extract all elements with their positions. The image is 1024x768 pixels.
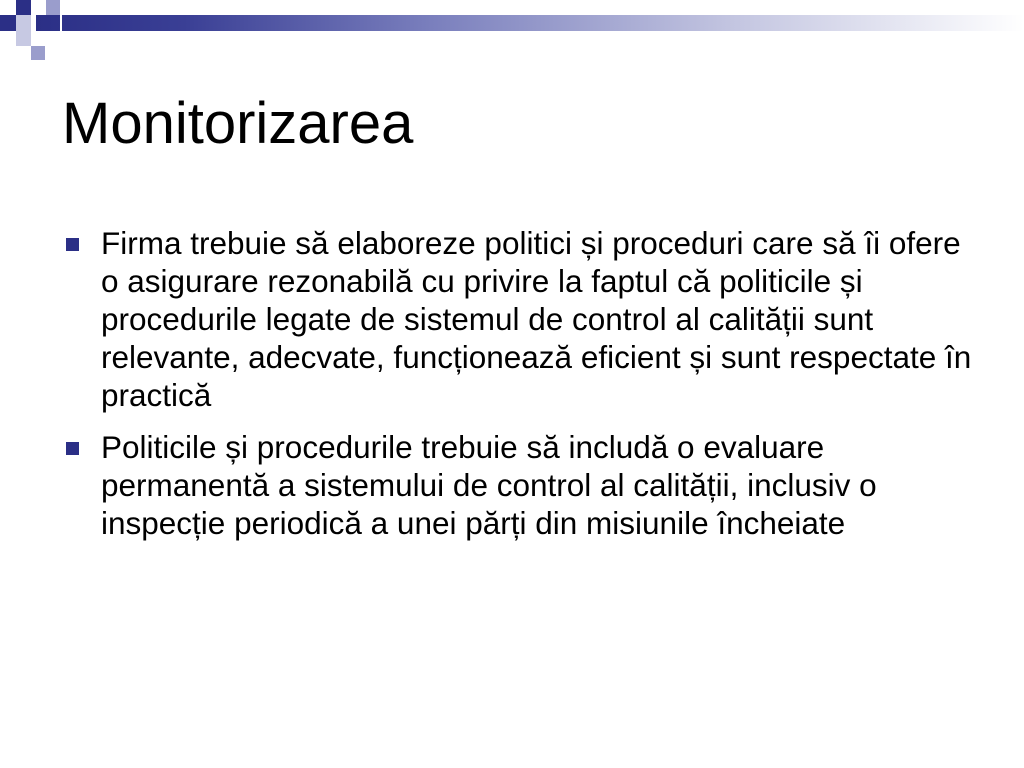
- decor-square: [16, 15, 31, 31]
- decor-square: [60, 15, 62, 31]
- header-gradient-bar: [36, 15, 1024, 31]
- decor-square: [16, 31, 31, 46]
- square-bullet-icon: [66, 442, 79, 455]
- bullet-text: Politicile și procedurile trebuie să includă o evaluare permanentă a sistemului de control al calității, inclusiv o inspecție periodică a unei părți din misiunile încheiate: [101, 429, 877, 541]
- decor-square: [0, 15, 16, 31]
- decor-square: [0, 0, 16, 15]
- decor-square: [31, 46, 45, 60]
- decor-square: [16, 0, 31, 15]
- bullet-item: [62, 224, 972, 414]
- decor-square: [46, 0, 60, 15]
- bullet-list: [62, 224, 972, 556]
- square-bullet-icon: [66, 238, 79, 251]
- bullet-item: [62, 428, 972, 542]
- slide-title: Monitorizarea: [62, 91, 414, 156]
- bullet-text: Firma trebuie să elaboreze politici și proceduri care să îi ofere o asigurare rezonabilă cu privire la faptul că politicile și procedurile legate de sistemul de control al calității sunt relevante, adecvate, funcționează eficient și sunt respectate în practică: [101, 225, 972, 413]
